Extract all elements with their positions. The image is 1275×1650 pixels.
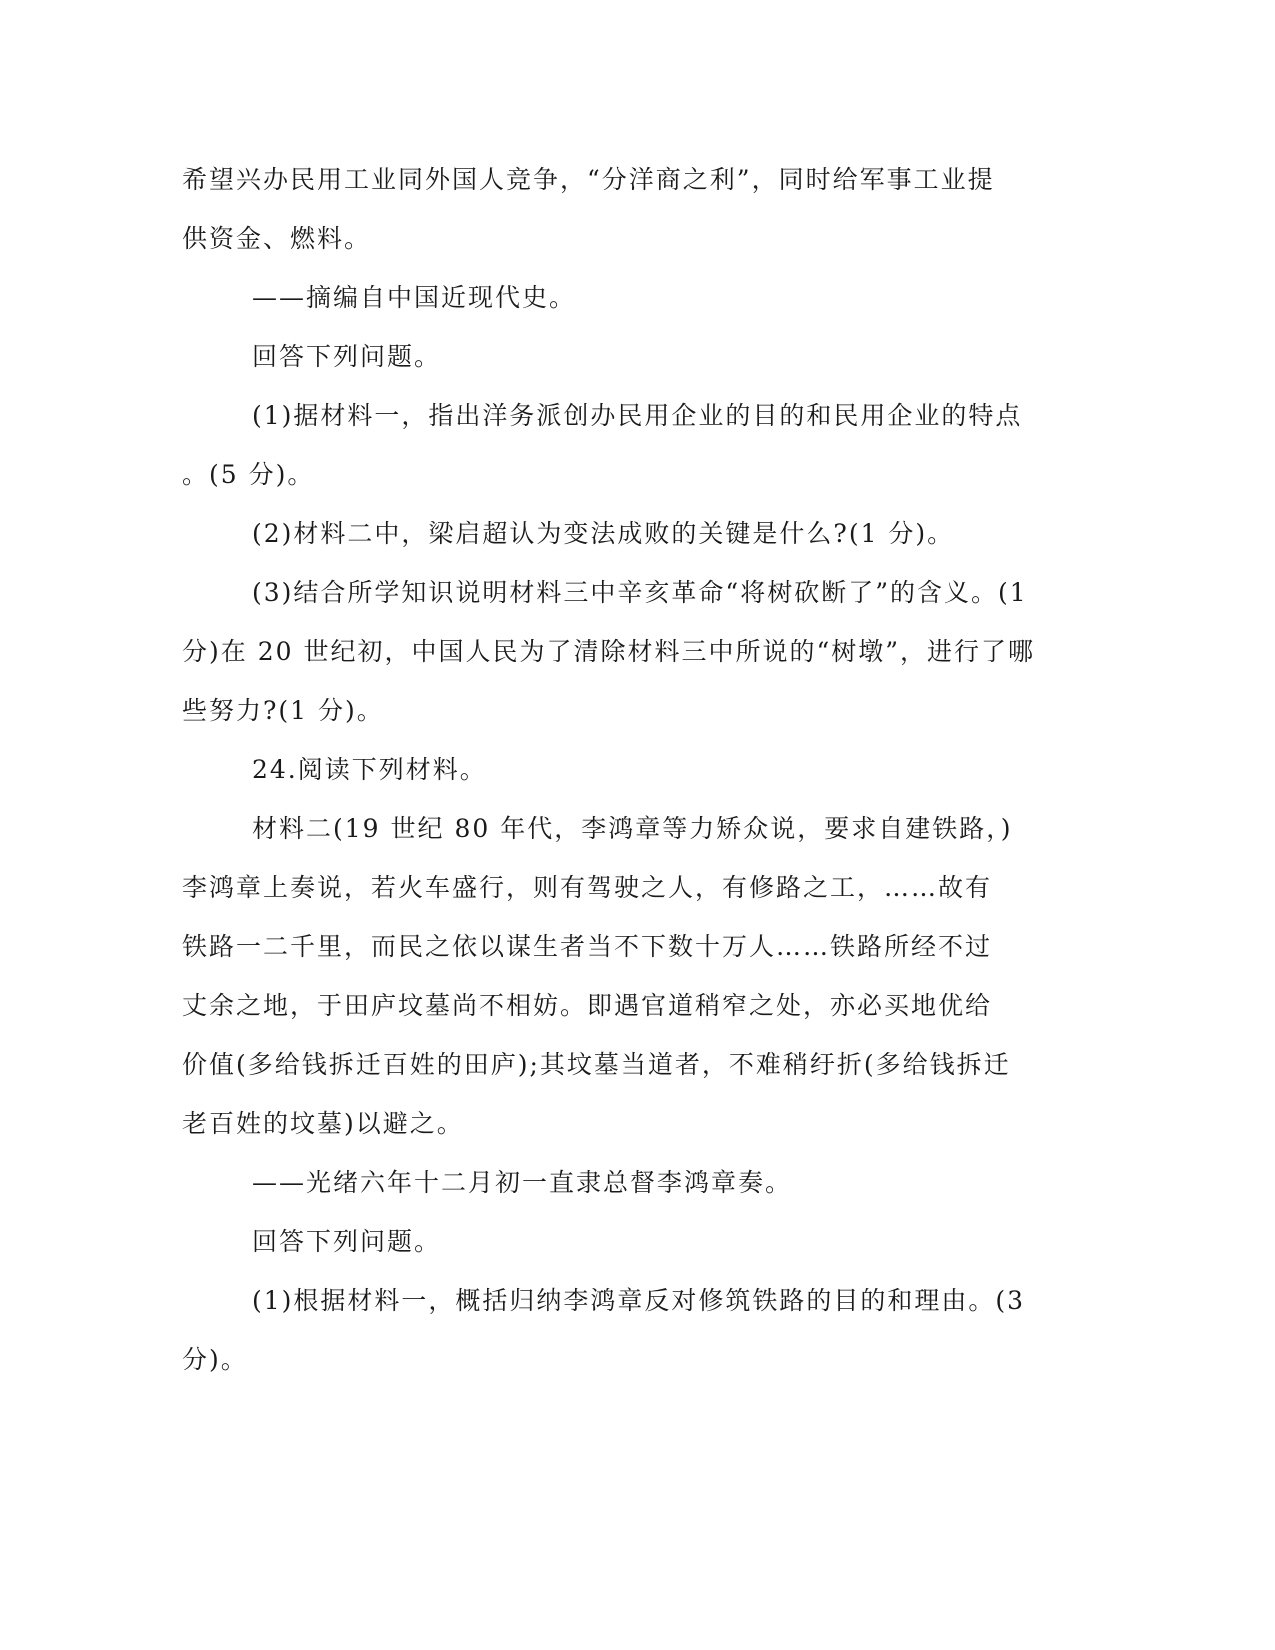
material-line: 李鸿章上奏说，若火车盛行，则有驾驶之人，有修路之工，……故有 <box>182 873 993 902</box>
instruction-line: 回答下列问题。 <box>252 342 442 371</box>
source-citation: ——光绪六年十二月初一直隶总督李鸿章奏。 <box>252 1168 793 1197</box>
material-line: 丈余之地，于田庐坟墓尚不相妨。即遇官道稍窄之处，亦必买地优给 <box>182 991 993 1020</box>
source-citation: ——摘编自中国近现代史。 <box>252 283 577 312</box>
question-line: (1)根据材料一，概括归纳李鸿章反对修筑铁路的目的和理由。(3 <box>252 1286 1026 1315</box>
question-line: 分)在 20 世纪初，中国人民为了清除材料三中所说的“树墩”，进行了哪 <box>182 637 1036 666</box>
paragraph-line: 供资金、燃料。 <box>182 224 372 253</box>
question-line: 分)。 <box>182 1345 248 1374</box>
question-line: (2)材料二中，梁启超认为变法成败的关键是什么?(1 分)。 <box>252 519 955 548</box>
question-line: (1)据材料一，指出洋务派创办民用企业的目的和民用企业的特点 <box>252 401 1023 430</box>
section-heading: 24.阅读下列材料。 <box>252 755 487 784</box>
paragraph-line: 希望兴办民用工业同外国人竞争，“分洋商之利”，同时给军事工业提 <box>182 165 995 194</box>
instruction-line: 回答下列问题。 <box>252 1227 442 1256</box>
question-line: (3)结合所学知识说明材料三中辛亥革命“将树砍断了”的含义。(1 <box>252 578 1028 607</box>
material-line: 老百姓的坟墓)以避之。 <box>182 1109 464 1138</box>
question-line: 些努力?(1 分)。 <box>182 696 384 725</box>
material-line: 价值(多给钱拆迁百姓的田庐);其坟墓当道者，不难稍纡折(多给钱拆迁 <box>182 1050 1011 1079</box>
material-line: 材料二(19 世纪 80 年代，李鸿章等力矫众说，要求自建铁路，) <box>252 814 1013 843</box>
question-line: 。(5 分)。 <box>182 460 315 489</box>
material-line: 铁路一二千里，而民之依以谋生者当不下数十万人……铁路所经不过 <box>182 932 993 961</box>
